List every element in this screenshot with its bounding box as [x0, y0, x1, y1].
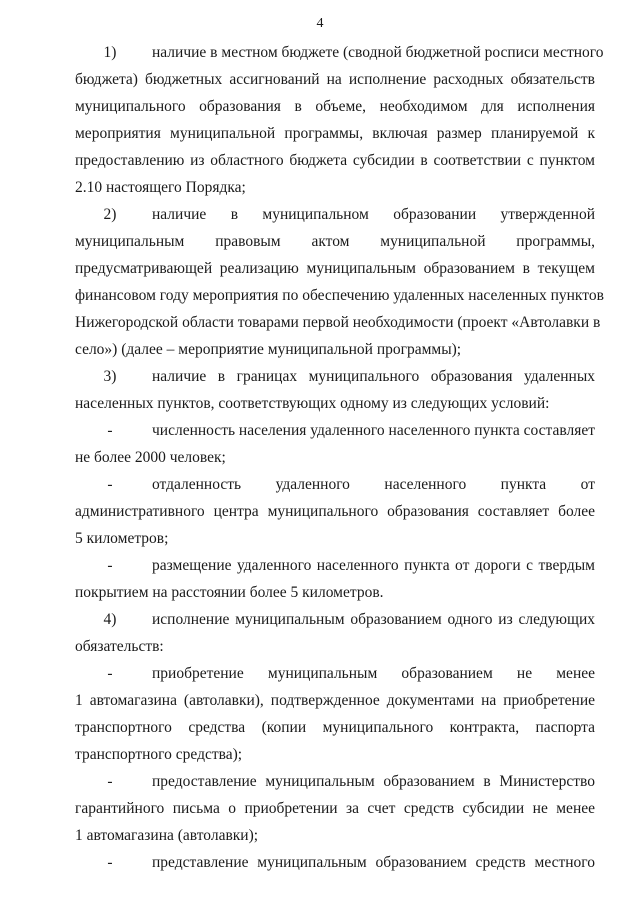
- paragraph-line: гарантийного письма о приобретении за счет средств субсидии не менее: [75, 800, 595, 817]
- paragraph-line: финансовом году мероприятия по обеспечению удаленных населенных пунктов: [75, 287, 604, 304]
- page-number: 4: [316, 16, 324, 31]
- item-marker: -: [107, 422, 113, 439]
- item-marker: -: [107, 665, 113, 682]
- paragraph-line: наличие в границах муниципального образования удаленных: [152, 368, 595, 385]
- item-marker: 3): [103, 368, 117, 385]
- item-marker: 2): [103, 206, 117, 223]
- paragraph-line: 1 автомагазина (автолавки), подтвержденное документами на приобретение: [75, 692, 595, 709]
- paragraph-line: 5 километров;: [75, 530, 169, 547]
- paragraph-line: транспортного средства (копии муниципального контракта, паспорта: [75, 719, 595, 736]
- paragraph-line: административного центра муниципального образования составляет более: [75, 503, 595, 520]
- paragraph-line: муниципальным правовым актом муниципальной программы,: [75, 233, 595, 250]
- paragraph-line: приобретение муниципальным образованием не менее: [152, 665, 595, 682]
- paragraph-line: муниципального образования в объеме, необходимом для исполнения: [75, 98, 595, 115]
- item-marker: -: [107, 557, 113, 574]
- paragraph-line: транспортного средства);: [75, 746, 243, 763]
- item-marker: -: [107, 773, 113, 790]
- paragraph-line: представление муниципальным образованием средств местного: [152, 854, 595, 871]
- paragraph-line: предусматривающей реализацию муниципальным образованием в текущем: [75, 260, 595, 277]
- paragraph-line: предоставление муниципальным образованием в Министерство: [152, 773, 595, 790]
- item-marker: 1): [103, 44, 117, 61]
- paragraph-line: не более 2000 человек;: [75, 449, 226, 466]
- paragraph-line: предоставлению из областного бюджета субсидии в соответствии с пунктом: [75, 152, 595, 169]
- paragraph-line: покрытием на расстоянии более 5 километров.: [75, 584, 384, 601]
- paragraph-line: численность населения удаленного населенного пункта составляет: [152, 422, 595, 439]
- paragraph-line: населенных пунктов, соответствующих одному из следующих условий:: [75, 395, 550, 412]
- item-marker: -: [107, 854, 113, 871]
- paragraph-line: обязательств:: [75, 638, 164, 655]
- paragraph-line: бюджета) бюджетных ассигнований на исполнение расходных обязательств: [75, 71, 595, 88]
- paragraph-line: село») (далее – мероприятие муниципальной программы);: [75, 341, 462, 358]
- paragraph-line: отдаленность удаленного населенного пункта от: [152, 476, 595, 493]
- item-marker: 4): [103, 611, 117, 628]
- paragraph-line: 2.10 настоящего Порядка;: [75, 179, 246, 196]
- paragraph-line: 1 автомагазина (автолавки);: [75, 827, 259, 844]
- paragraph-line: Нижегородской области товарами первой необходимости (проект «Автолавки в: [75, 314, 601, 331]
- paragraph-line: наличие в местном бюджете (сводной бюджетной росписи местного: [152, 44, 604, 61]
- paragraph-line: исполнение муниципальным образованием одного из следующих: [152, 611, 595, 628]
- item-marker: -: [107, 476, 113, 493]
- paragraph-line: мероприятия муниципальной программы, включая размер планируемой к: [75, 125, 595, 142]
- paragraph-line: наличие в муниципальном образовании утвержденной: [152, 206, 595, 223]
- paragraph-line: размещение удаленного населенного пункта от дороги с твердым: [152, 557, 595, 574]
